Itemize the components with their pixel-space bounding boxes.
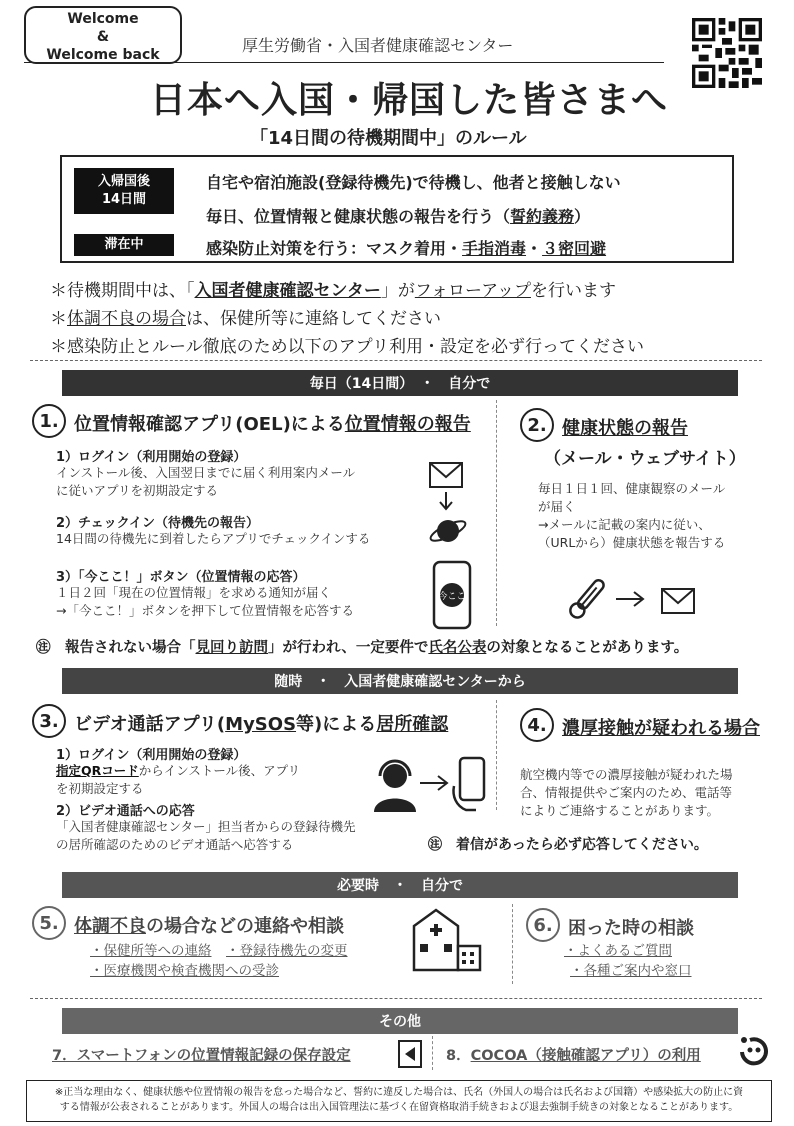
page-subtitle: 「14日間の待機期間中」のルール [250, 128, 527, 149]
avoid-3c: ３密回避 [542, 239, 607, 258]
s1-item3-line1: １日２回「現在の位置情報」を求める通知が届く [56, 585, 332, 600]
envelope-icon [428, 460, 464, 490]
s1-item3-body [56, 584, 354, 620]
hand-disinfection: 手指消毒 [462, 239, 527, 258]
divider-vertical [512, 904, 513, 984]
qr-code-link[interactable]: 指定QRコード [56, 763, 139, 778]
s2-line2: が届く [538, 499, 576, 514]
bar-anytime: 随時 ・ 入国者健康確認センターから [62, 668, 738, 694]
location-report-link[interactable]: 位置情報の報告 [344, 414, 471, 435]
center-name: 厚生労働省・入国者健康確認センター [242, 36, 514, 55]
s2-line1: 毎日１日１回、健康観察のメール [538, 481, 726, 496]
label-after-entry-line1: 入帰国後 [97, 174, 150, 189]
s6-item-faq [564, 942, 672, 960]
section-1-title [74, 410, 471, 436]
welcome-badge [24, 6, 182, 64]
section-1-number: 1. [32, 404, 66, 438]
bar-when-needed: 必要時 ・ 自分で [62, 872, 738, 898]
visit-check-link: 見回り訪問 [195, 640, 268, 656]
divider [30, 360, 762, 361]
s1-item3-heading: 3）「今ここ！」ボタン（位置情報の応答） [56, 570, 306, 585]
down-arrow-icon [436, 492, 456, 512]
s3-item1-line2: を初期設定する [56, 781, 144, 796]
warning-not-reported [36, 636, 688, 657]
s4-line2: 合、情報提供やご案内のため、電話等 [520, 785, 733, 800]
footer-line1: ※正当な理由なく、健康状態や位置情報の報告を怠った場合など、誓約に違反した場合は、氏名（外国人の場合は氏名および国籍）や感染拡大の防止に資 [54, 1087, 744, 1098]
s3-item2-line2: の居所確認のためのビデオ通話へ応答する [56, 837, 294, 852]
item-8-number: 8． [446, 1048, 471, 1064]
s3-item1-heading: 1）ログイン（利用開始の登録） [56, 748, 247, 763]
rule-daily-report-close: ） [574, 207, 591, 226]
section-4-title[interactable]: 濃厚接触が疑われる場合 [562, 718, 760, 739]
warning-mark: ㊟ [428, 837, 442, 853]
welcome-ampersand: & [96, 29, 110, 45]
s1-item3-line2: →「今ここ！」ボタンを押下して位置情報を応答する [56, 603, 354, 618]
right-arrow-icon [420, 774, 450, 792]
rule-daily-report-text: 毎日、位置情報と健康状態の報告を行う（ [206, 207, 511, 226]
rule-daily-report [206, 204, 590, 227]
operator-icon [370, 754, 420, 814]
rule-infection-text: 感染防止対策を行う：マスク着用・ [206, 239, 463, 258]
s4-body [520, 766, 733, 820]
divider [30, 998, 762, 999]
welcome-line: Welcome [67, 11, 139, 27]
section-3-number: 3. [32, 704, 66, 738]
label-after-entry [74, 168, 174, 214]
s1-item1-line2: に従いアプリを初期設定する [56, 483, 219, 498]
section-2-number: 2. [520, 408, 554, 442]
thermometer-icon [562, 574, 612, 624]
unwell-contact-link[interactable]: 体調不良 [74, 916, 146, 937]
rule-sep: ・ [526, 239, 543, 258]
faq-link[interactable]: ・よくあるご質問 [564, 943, 672, 959]
s2-line4: （URLから）健康状態を報告する [538, 535, 726, 550]
s3-item1-body [56, 762, 300, 798]
hospital-icon [410, 906, 484, 974]
cocoa-logo-icon [736, 1034, 772, 1070]
footer-line2: する情報が公表されることがあります。外国人の場合は出入国管理法に基づく在留資格取消手続きおよび退去強制手続きの対象となることがあります。 [59, 1102, 739, 1113]
note-unwell [50, 304, 441, 329]
item-7-location-setting [52, 1044, 351, 1065]
planet-checkin-icon [428, 514, 468, 548]
s2-line3: →メールに記載の案内に従い、 [538, 517, 711, 532]
rule-stay-home: 自宅や宿泊施設(登録待機先)で待機し、他者と接触しない [206, 173, 621, 192]
s3-item2-body [56, 818, 356, 854]
note-followup [50, 276, 616, 301]
qr-code-icon[interactable] [692, 18, 762, 88]
pledge-obligation: 誓約義務 [510, 207, 575, 226]
s3-item1-line1 [56, 762, 300, 780]
s1-item2-body: 14日間の待機先に到着したらアプリでチェックインする [56, 531, 371, 546]
warning-mark: ㊟ [36, 640, 51, 656]
section-5-number: 5. [32, 906, 66, 940]
rule-infection-prevention [206, 236, 606, 259]
section-4-number: 4. [520, 708, 554, 742]
warning-mid: 」が行われ、一定要件で [268, 640, 429, 656]
s2-body [538, 480, 725, 552]
label-during-stay: 滞在中 [74, 234, 174, 256]
s1-item2-heading: 2）チェックイン（待機先の報告） [56, 516, 260, 531]
unwell-link[interactable]: 体調不良の場合 [67, 309, 186, 329]
note-followup-post: を行います [530, 281, 616, 301]
envelope-icon [660, 586, 696, 616]
center-link[interactable]: 入国者健康確認センター [194, 281, 381, 301]
s1-item1-line1: インストール後、入国翌日までに届く利用案内メール [56, 465, 356, 480]
divider-vertical [432, 1036, 433, 1070]
section-5-title [74, 912, 344, 938]
name-publication: 氏名公表 [428, 640, 487, 656]
section-3-title-mid: 等)による [296, 714, 377, 735]
s4-line3: によりご連絡することがあります。 [520, 803, 720, 818]
s3-item1-line1-rest: からインストール後、アプリ [138, 763, 301, 778]
smartphone-hand-icon [450, 756, 490, 812]
label-after-entry-line2: 14日間 [101, 192, 147, 207]
section-1-title-text: 位置情報確認アプリ(OEL)による [74, 414, 345, 435]
followup-link[interactable]: フォローアップ [414, 281, 531, 301]
contacts-link[interactable]: ・各種ご案内や窓口 [570, 963, 692, 979]
warning-answer-calls [428, 834, 708, 854]
item-8-cocoa [446, 1044, 701, 1065]
welcome-back-line: Welcome back [46, 47, 160, 63]
section-6-number: 6. [526, 908, 560, 942]
section-5-title-rest: の場合などの連絡や相談 [146, 916, 344, 937]
note-followup-mid: 」が [380, 281, 415, 301]
s1-item1-body [56, 464, 355, 500]
change-address-link[interactable]: ・登録待機先の変更 [226, 943, 348, 959]
section-3-title-text: ビデオ通話アプリ( [74, 714, 226, 735]
s5-item-medical [90, 962, 279, 980]
section-3-title [74, 710, 448, 736]
note-apps: ＊感染防止とルール徹底のため以下のアプリ利用・設定を必ず行ってください [50, 337, 644, 357]
residence-check-link[interactable]: 居所確認 [376, 714, 449, 735]
divider-vertical [496, 700, 497, 810]
section-2-subtitle: （メール・ウェブサイト） [544, 449, 746, 469]
warning-post: の対象となることがあります。 [486, 640, 689, 656]
s6-item-contacts [570, 962, 692, 980]
section-6-title: 困った時の相談 [568, 918, 694, 939]
header-rule [24, 62, 664, 63]
warning-answer-text: 着信があったら必ず応答してください。 [456, 837, 708, 853]
s5-item-health-center [90, 942, 212, 960]
cocoa-link[interactable]: COCOA（接触確認アプリ）の利用 [470, 1048, 701, 1064]
note-unwell-post: は、保健所等に連絡してください [186, 309, 441, 329]
section-2-title[interactable]: 健康状態の報告 [562, 418, 688, 439]
footer-disclaimer [26, 1080, 772, 1122]
s5-item-change-address [226, 942, 348, 960]
note-followup-pre: ＊待機期間中は、「 [50, 281, 195, 301]
s3-item2-heading: 2）ビデオ通話への応答 [56, 804, 195, 819]
page-title: 日本へ入国・帰国した皆さまへ [150, 80, 669, 121]
phone-imhere-label: 今ここ [438, 592, 466, 602]
divider-vertical [496, 400, 497, 626]
bar-other: その他 [62, 1008, 738, 1034]
s1-item1-heading: 1）ログイン（利用開始の登録） [56, 450, 247, 465]
s3-item2-line1: 「入国者健康確認センター」担当者からの登録待機先 [56, 819, 356, 834]
location-arrow-icon [398, 1040, 422, 1068]
location-setting-link[interactable]: 7．スマートフォンの位置情報記録の保存設定 [52, 1048, 351, 1064]
medical-link[interactable]: ・医療機関や検査機関への受診 [90, 963, 279, 979]
warning-text: 報告されない場合「 [65, 640, 196, 656]
note-unwell-mark: ＊ [50, 309, 67, 329]
smartphone-imhere-icon [432, 560, 472, 630]
right-arrow-icon [616, 590, 646, 608]
mysos-link[interactable]: MySOS [225, 714, 297, 735]
bar-daily: 毎日（14日間） ・ 自分で [62, 370, 738, 396]
health-center-link[interactable]: ・保健所等への連絡 [90, 943, 212, 959]
s4-line1: 航空機内等での濃厚接触が疑われた場 [520, 767, 733, 782]
